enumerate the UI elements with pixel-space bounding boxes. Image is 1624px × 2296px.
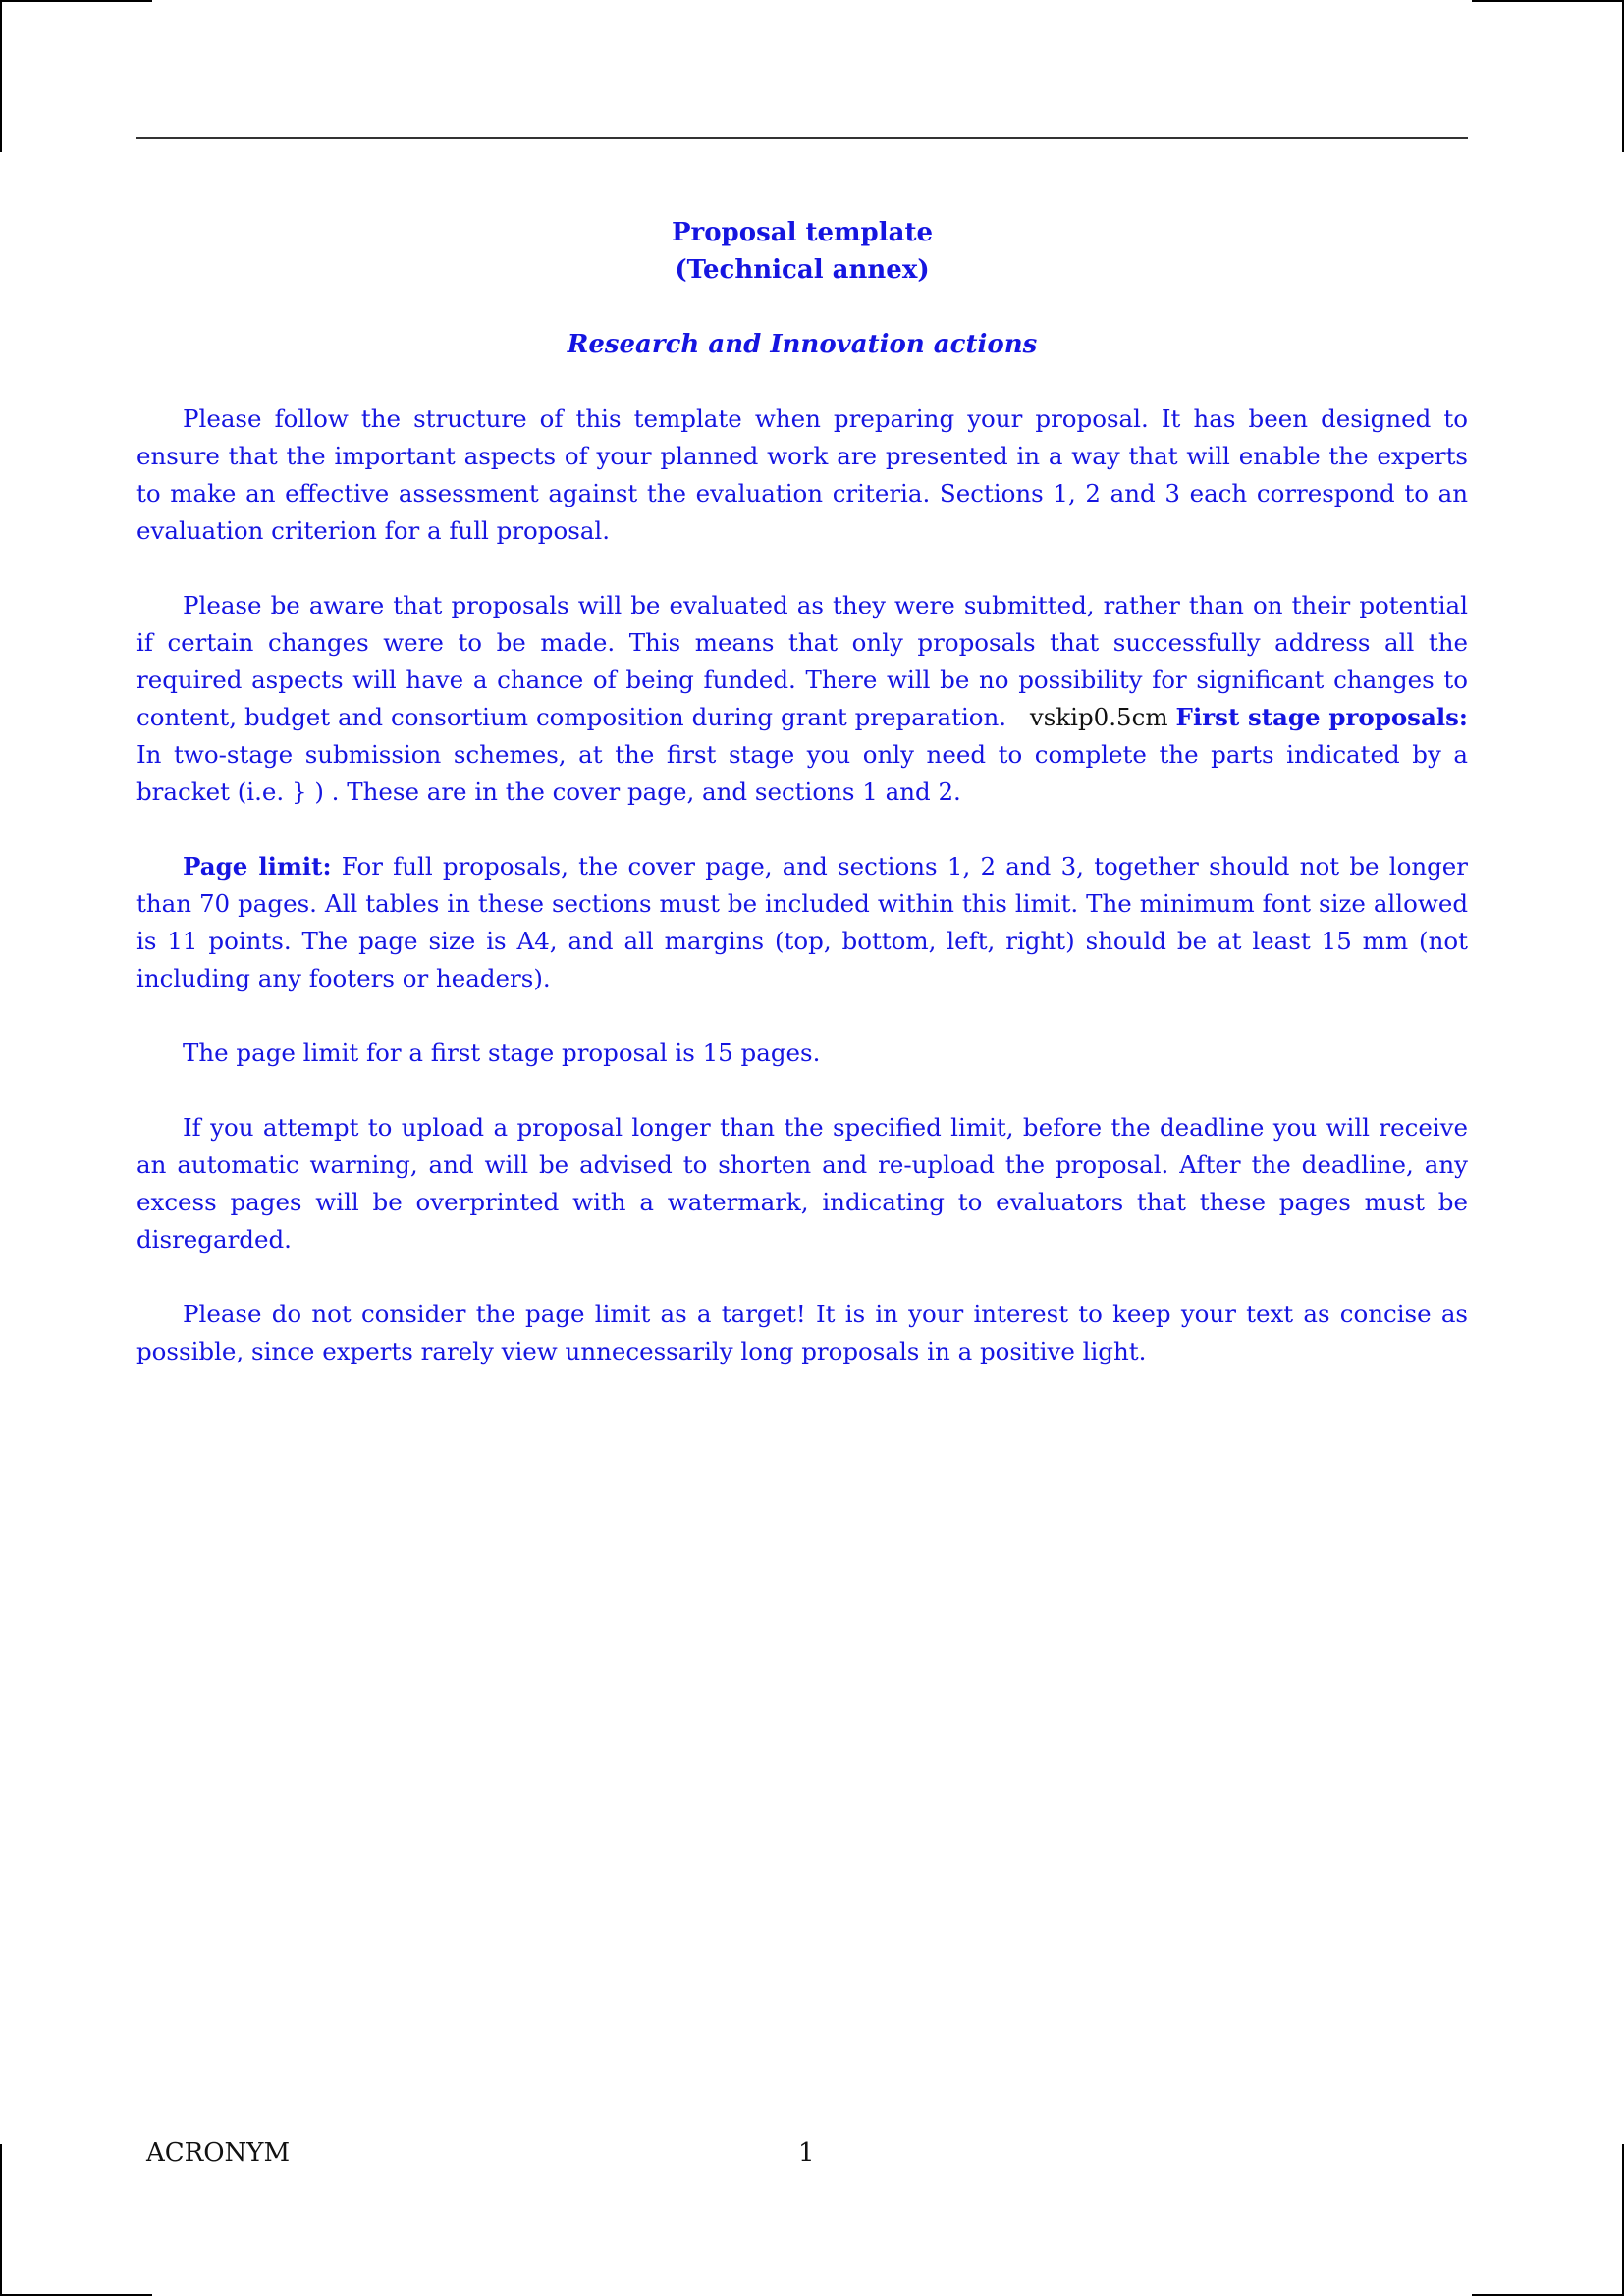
crop-mark: [0, 2144, 2, 2296]
paragraph-page-limit: [136, 848, 1468, 997]
header-rule: [136, 137, 1468, 139]
footer-page-number: 1: [798, 2138, 815, 2167]
paragraph-evaluation-text: Please be aware that proposals will be evaluated as they were submitted, rather than on their potential if certain changes were to be made. This means that only proposals that successfully address all the required aspects will have a chance of being funded. There will be no possibility for significant changes to content, budget and consortium composition during grant preparation.: [136, 591, 1468, 731]
footer-acronym: ACRONYM: [146, 2138, 291, 2167]
first-stage-heading: First stage proposals:: [1175, 703, 1468, 731]
page-limit-heading: Page limit:: [183, 852, 332, 881]
title-line-1: Proposal template: [671, 218, 934, 247]
page-limit-text: For full proposals, the cover page, and sections 1, 2 and 3, together should not be longer than 70 pages. All tables in these sections must be included within this limit. The minimum font size allowed is 11 points. The page size is A4, and all margins (top, bottom, left, right) should be at least 15 mm (not including any footers or headers).: [136, 852, 1468, 992]
paragraph-not-target: Please do not consider the page limit as a target! It is in your interest to keep your text as concise as possible, since experts rarely view unnecessarily long proposals in a positive light.: [136, 1300, 1468, 1365]
document-body: [136, 214, 1468, 1370]
paragraph-evaluation: [136, 587, 1468, 811]
document-subtitle: Research and Innovation actions: [567, 330, 1038, 359]
crop-mark: [0, 0, 2, 152]
crop-mark: [1472, 0, 1624, 2]
document-title: [136, 214, 1468, 289]
vskip-artifact: vskip0.5cm: [1029, 703, 1168, 731]
paragraph-first-stage-limit: The page limit for a first stage proposal is 15 pages.: [183, 1039, 821, 1067]
title-line-2: (Technical annex): [675, 255, 930, 285]
paragraph-upload-warning: If you attempt to upload a proposal longer than the specified limit, before the deadline you will receive an automatic warning, and will be advised to shorten and re-upload the proposal. After the deadline, any excess pages will be overprinted with a watermark, indicating to evaluators that these pages must be disregarded.: [136, 1113, 1468, 1254]
crop-mark: [0, 0, 152, 2]
first-stage-text: In two-stage submission schemes, at the first stage you only need to complete the parts indicated by a bracket (i.e. } ) . These are in the cover page, and sections 1 and 2.: [136, 740, 1468, 806]
paragraph-structure: Please follow the structure of this template when preparing your proposal. It has been designed to ensure that the important aspects of your planned work are presented in a way that will enable the experts to make an effective assessment against the evaluation criteria. Sections 1, 2 and 3 each correspond to an evaluation criterion for a full proposal.: [136, 404, 1468, 545]
